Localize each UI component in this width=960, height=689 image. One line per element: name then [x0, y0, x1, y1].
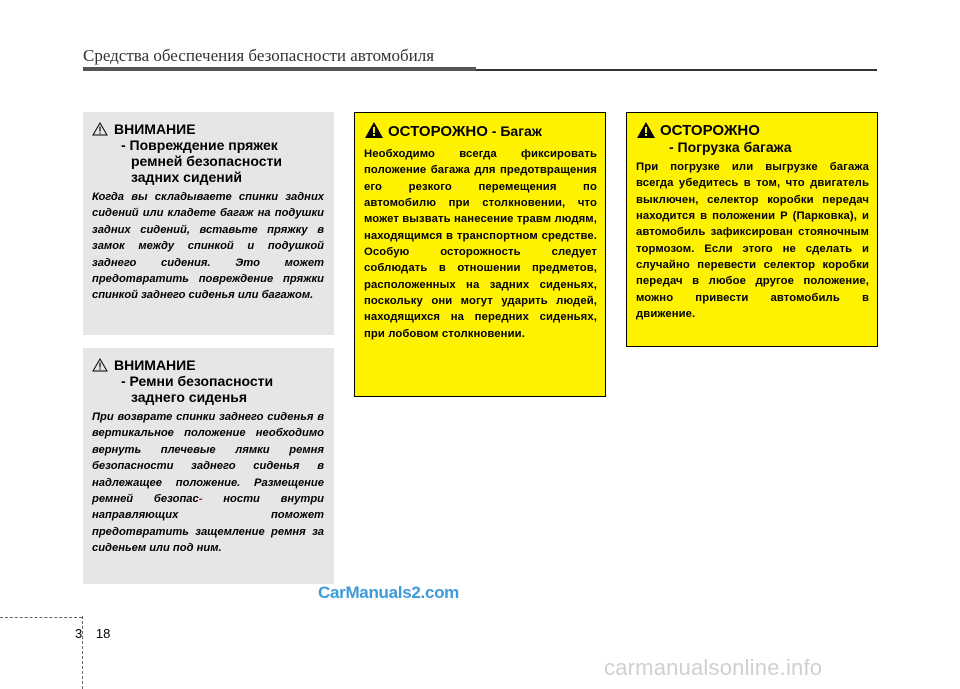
notice-title: ВНИМАНИЕ — [114, 121, 196, 137]
crop-mark-horizontal — [0, 617, 82, 618]
footer-watermark: carmanualsonline.info — [604, 655, 823, 680]
page-header-title: Средства обеспечения безопасности автомобиля — [83, 46, 435, 65]
hyphen-mark: - — [198, 493, 203, 506]
caution-title-main: ОСТОРОЖНО — [388, 123, 488, 140]
carmanuals-watermark: CarManuals2.com — [318, 583, 459, 602]
warning-triangle-icon — [92, 358, 108, 372]
notice-body: Когда вы складываете спинки задних сидений или кладете багаж на подушки задних сидений, вставьте пряжку в замок между спинкой и подушкой заднего сидения. Это может предотвратить повреждение пряжки спинкой заднего сиденья или багажом. — [92, 191, 324, 302]
caution-body: При погрузке или выгрузке багажа всегда убедитесь в том, что двигатель выключен, селектор коробки передач находится в положении P (Парковка), и автомобиль зафиксирован стояночным тормозом. Если этого не сделать и случайно перевести селектор коробки передач в любое другое положение, можно привести автомобиль в движение. — [636, 161, 869, 321]
page-number — [75, 626, 110, 641]
chapter-number: 3 — [75, 626, 83, 641]
warning-triangle-icon — [92, 122, 108, 136]
header-rule-thin — [476, 69, 877, 71]
caution-title — [388, 123, 542, 140]
caution-subtitle: - Погрузка багажа — [669, 139, 792, 155]
caution-title: ОСТОРОЖНО — [660, 122, 760, 139]
warning-triangle-filled-icon — [364, 121, 384, 139]
caution-box-loading — [626, 112, 878, 347]
caution-body: Необходимо всегда фиксировать положение багажа для предотвращения его резкого перемещения по автомобилю при столкновении, что может вызвать нанесение травм людям, находящимся в транспортном средстве. Особую осторожность следует соблюдать в отношении предметов, расположенных на задних сиденьях, поскольку они могут ударить людей, находящихся на передних сиденьях, при лобовом столкновении. — [364, 148, 597, 340]
caution-box-luggage — [354, 112, 606, 397]
notice-body — [92, 409, 324, 557]
caution-title-suffix: - Багаж — [487, 123, 542, 139]
notice-subtitle: - Повреждение пряжек ремней безопасности задних сидений — [121, 137, 282, 185]
warning-triangle-filled-icon — [636, 121, 656, 139]
notice-title: ВНИМАНИЕ — [114, 357, 196, 373]
page-number-value: 18 — [95, 626, 111, 641]
notice-body-main: При возврате спинки заднего сиденья в вертикальное положение необходимо вернуть плечевые лямки ремня безопасности заднего сиденья в надлежащее положение. Размещение ремней безопас — [92, 411, 324, 506]
header-rule — [83, 67, 476, 71]
notice-body-tail: ности внутри направляющих поможет предотвратить защемление ремня за сиденьем или под ним. — [92, 493, 324, 555]
notice-box-rear-belts — [83, 348, 334, 584]
notice-box-buckle-damage — [83, 112, 334, 335]
notice-subtitle: - Ремни безопасности заднего сиденья — [121, 373, 274, 405]
